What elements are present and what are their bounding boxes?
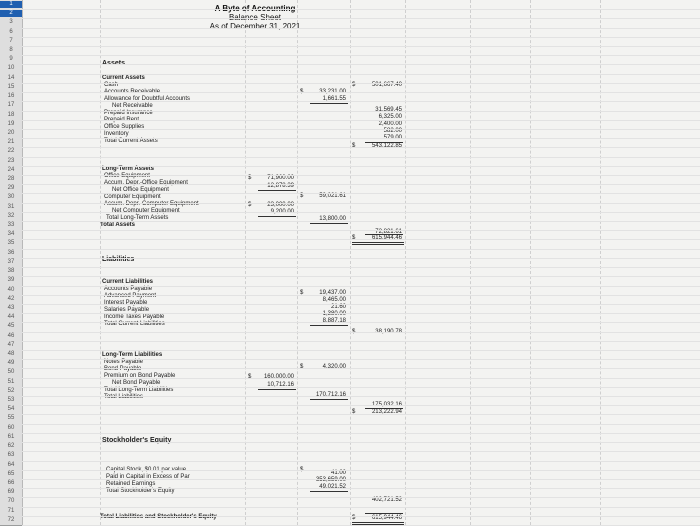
row-gridline [22,451,700,452]
row-gridline [22,28,700,29]
ar-value: 33,231.00 [319,89,346,95]
row-gridline [22,350,700,351]
row-number[interactable]: 15 [7,83,15,90]
total-long-term-assets-label: Total Long-Term Assets [106,215,169,221]
row-gridline [22,37,700,38]
row-number[interactable]: 20 [7,129,15,136]
underline [310,223,348,224]
row-number[interactable]: 66 [7,479,15,486]
row-number[interactable]: 70 [7,498,15,505]
row-number[interactable]: 63 [7,452,15,459]
row-gridline [22,470,700,471]
row-number[interactable]: 18 [7,111,15,118]
row-gridline [22,111,700,112]
row-gridline [22,267,700,268]
inventory-value: 579.00 [383,135,402,141]
row-gridline [22,166,700,167]
row-gridline [22,193,700,194]
column-divider [600,0,601,525]
row-gridline [22,221,700,222]
total-liabilities-label: Total Liabilities [104,394,144,400]
row-gridline [22,46,700,47]
row-number[interactable]: 33 [7,222,15,229]
row-gridline [22,92,700,93]
currency-symbol: $ [352,143,356,149]
underline [310,325,348,326]
liabilities-header: Liabilities [102,256,135,263]
row-number[interactable]: 2 [0,10,22,17]
column-divider [350,0,351,525]
row-number[interactable]: 61 [7,433,15,440]
row-number[interactable]: 7 [9,37,13,44]
row-gridline [22,479,700,480]
row-number[interactable]: 29 [7,185,15,192]
row-gridline [22,332,700,333]
current-liabilities-header: Current Liabilities [102,279,154,285]
row-number[interactable]: 43 [7,304,15,311]
row-gridline [22,212,700,213]
row-gridline [22,184,700,185]
computer-equipment-value: 23,000.00 [267,202,294,208]
sheet-title-company: A Byte of Accounting [214,4,296,13]
row-gridline [22,138,700,139]
row-gridline [22,147,700,148]
accum-computer-value: 9,200.00 [270,209,294,215]
row-gridline [22,405,700,406]
interest-payable-value: 21.60 [330,304,346,310]
row-gridline [22,396,700,397]
row-number[interactable]: 62 [7,443,15,450]
equity-header: Stockholder's Equity [102,437,172,444]
underline [258,216,296,217]
total-current-assets-value: 543,122.85 [371,143,402,149]
row-number[interactable]: 46 [7,332,15,339]
row-number[interactable]: 30 [7,194,15,201]
row-gridline [22,175,700,176]
column-divider [405,0,406,525]
row-gridline [22,258,700,259]
row-number[interactable]: 14 [7,74,15,81]
net-bond-value: 170,712.16 [315,392,346,398]
net-bond-label: Net Bond Payable [112,380,161,386]
column-divider [530,0,531,525]
office-equipment-value: 71,900.00 [267,175,294,181]
notes-payable-label: Notes Payable [104,359,144,365]
row-gridline [22,304,700,305]
net-receivable-value: 31,569.45 [375,107,402,113]
column-divider [297,0,298,525]
row-number[interactable]: 21 [7,139,15,146]
underline [310,491,348,492]
net-computer-label: Net Computer Equipment [112,208,180,214]
ar-label: Accounts Receivable [104,89,161,95]
total-long-term-liabilities-value: 175,032.16 [371,402,402,408]
row-number[interactable]: 39 [7,277,15,284]
underline [310,399,348,400]
office-supplies-value: 582.00 [383,128,402,134]
advanced-payment-label: Advanced Payment [104,293,157,299]
salaries-payable-value: 1,380.00 [322,311,346,317]
row-gridline [22,368,700,369]
row-number[interactable]: 32 [7,212,15,219]
bond-payable-value: 160,000.00 [263,374,294,380]
row-gridline [22,64,700,65]
row-number[interactable]: 52 [7,387,15,394]
column-divider [245,0,246,525]
paid-in-capital-label: Paid in Capital in Excess of Par [106,474,190,480]
row-gridline [22,461,700,462]
row-gridline [22,276,700,277]
row-gridline [22,488,700,489]
row-number[interactable]: 22 [7,148,15,155]
row-gridline [22,129,700,130]
row-number[interactable]: 34 [7,231,15,238]
bond-payable-label: Bond Payable [104,366,142,372]
row-gridline [22,230,700,231]
row-gridline [22,120,700,121]
income-taxes-value: 8,887.18 [322,318,346,324]
interest-payable-label: Interest Payable [104,300,148,306]
row-number[interactable]: 49 [7,360,15,367]
accounts-payable-label: Accounts Payable [104,286,153,292]
row-gridline [22,516,700,517]
sheet-title-date: As of December 31, 2021 [209,22,301,31]
row-number[interactable]: 40 [7,286,15,293]
row-number[interactable]: 44 [7,314,15,321]
currency-symbol: $ [352,329,356,335]
currency-symbol: $ [352,515,356,521]
row-gridline [22,507,700,508]
double-underline [352,242,404,245]
premium-bond-value: 10,712.16 [267,382,294,388]
row-number[interactable]: 53 [7,397,15,404]
row-number[interactable]: 55 [7,415,15,422]
row-gridline [22,359,700,360]
row-number[interactable]: 38 [7,268,15,275]
row-gridline [22,442,700,443]
currency-symbol: $ [352,235,356,241]
row-gridline [22,322,700,323]
capital-stock-value: 41.00 [330,470,346,476]
advanced-payment-value: 8,465.00 [322,297,346,303]
net-computer-value: 13,800.00 [319,216,346,222]
prepaid-insurance-value: 6,325.00 [378,114,402,120]
row-number[interactable]: 35 [7,240,15,247]
total-current-liabilities-label: Total Current Liabilities [104,321,165,327]
total-assets-label: Total Assets [100,222,136,228]
currency-symbol: $ [300,364,304,370]
currency-symbol: $ [248,374,252,380]
row-gridline [22,74,700,75]
row-number[interactable]: 47 [7,341,15,348]
currency-symbol: $ [248,202,252,208]
underline [310,103,348,104]
row-number[interactable]: 28 [7,176,15,182]
cash-value: 501,667.40 [371,82,402,88]
row-number[interactable]: 1 [0,1,22,8]
total-long-term-liabilities-label: Total Long-Term Liabilities [104,387,174,393]
row-gridline [22,433,700,434]
row-number[interactable]: 19 [7,120,15,127]
row-number[interactable]: 23 [7,157,15,164]
row-gridline [22,83,700,84]
row-number[interactable]: 50 [7,369,15,376]
currency-symbol: $ [352,82,356,88]
row-number[interactable]: 24 [7,166,15,173]
inventory-label: Inventory [104,131,129,137]
accum-office-label: Accum. Depr.-Office Equipment [104,180,188,186]
row-gridline [22,101,700,102]
office-equipment-label: Office Equipment [104,173,150,179]
income-taxes-label: Income Taxes Payable [104,314,165,320]
grand-total-value: 615,944.46 [371,515,402,521]
accum-computer-label: Accum. Depr.-Computer Equipment [104,201,199,207]
row-gridline [22,497,700,498]
row-number[interactable]: 51 [7,378,15,385]
current-assets-header: Current Assets [102,75,145,81]
notes-payable-value: 4,320.00 [322,364,346,370]
row-gridline [22,313,700,314]
row-number[interactable]: 42 [7,295,15,302]
row-gridline [22,9,700,10]
office-supplies-label: Office Supplies [104,124,145,130]
row-gridline [22,378,700,379]
retained-earnings-value: 49,021.52 [319,484,346,490]
currency-symbol: $ [248,175,252,181]
row-number[interactable]: 16 [7,93,15,100]
row-number[interactable]: 60 [7,424,15,431]
currency-symbol: $ [300,89,304,95]
row-gridline [22,414,700,415]
net-office-label: Net Office Equipment [112,187,169,193]
assets-header: Assets [102,60,125,67]
sheet-title-statement: Balance Sheet [228,13,282,22]
underline [258,389,296,390]
row-gridline [22,295,700,296]
column-divider [470,0,471,525]
row-number[interactable]: 65 [7,470,15,477]
total-current-assets-label: Total Current Assets [104,138,158,144]
row-number[interactable]: 54 [7,406,15,413]
net-receivable-label: Net Receivable [112,103,153,109]
allowance-label: Allowance for Doubtful Accounts [104,96,191,102]
total-liabilities-value: 213,222.94 [371,409,402,415]
row-number[interactable]: 31 [7,203,15,210]
prepaid-insurance-label: Prepaid Insurance [104,110,153,116]
row-gridline [22,18,700,19]
row-gridline [22,157,700,158]
retained-earnings-label: Retained Earnings [106,481,156,487]
total-equity-value: 402,721.52 [371,497,402,503]
row-gridline [22,239,700,240]
row-gridline [22,249,700,250]
net-office-value: 59,021.61 [319,193,346,199]
currency-symbol: $ [352,409,356,415]
underline [258,190,296,191]
prepaid-rent-value: 2,400.00 [378,121,402,127]
total-current-liabilities-value: 38,190.78 [375,329,402,335]
accounts-payable-value: 19,437.00 [319,290,346,296]
row-number[interactable]: 72 [7,516,15,523]
row-number[interactable]: 8 [9,47,13,54]
total-long-term-assets-value: 72,821.61 [375,229,402,235]
row-gridline [22,387,700,388]
row-number[interactable]: 36 [7,249,15,256]
cash-label: Cash [104,82,119,88]
total-equity-label: Total Stockholder's Equity [106,488,175,494]
row-number[interactable]: 9 [9,56,13,63]
row-number[interactable]: 64 [7,461,15,468]
row-number[interactable]: 6 [9,28,13,35]
row-number[interactable]: 37 [7,258,15,265]
row-number[interactable]: 71 [7,507,15,514]
long-term-assets-header: Long-Term Assets [102,166,155,172]
capital-stock-label: Capital Stock, $0.01 par value [106,467,187,473]
grand-total-label: Total Liabilities and Stockholder's Equity [100,514,217,520]
underline [365,513,403,514]
salaries-payable-label: Salaries Payable [104,307,150,313]
paid-in-capital-value: 353,659.00 [315,477,346,483]
row-gridline [22,424,700,425]
premium-bond-label: Premium on Bond Payable [104,373,176,379]
row-gridline [22,341,700,342]
currency-symbol: $ [300,467,304,473]
accum-office-value: 12,878.39 [267,183,294,189]
row-gridline [22,203,700,204]
column-divider [100,0,101,525]
currency-symbol: $ [300,290,304,296]
row-number[interactable]: 69 [7,489,15,496]
row-gridline [22,286,700,287]
row-number[interactable]: 17 [7,102,15,109]
total-assets-value: 615,944.46 [371,235,402,241]
row-gridline [22,55,700,56]
row-number[interactable]: 3 [9,19,13,26]
currency-symbol: $ [300,193,304,199]
row-number[interactable]: 48 [7,351,15,357]
long-term-liabilities-header: Long-Term Liabilities [102,352,163,358]
allowance-value: 1,661.55 [322,96,346,102]
row-number-gutter[interactable] [0,0,23,525]
computer-equipment-label: Computer Equipment [104,194,161,200]
row-number[interactable]: 45 [7,323,15,330]
row-number[interactable]: 10 [7,65,15,72]
prepaid-rent-label: Prepaid Rent [104,117,140,123]
